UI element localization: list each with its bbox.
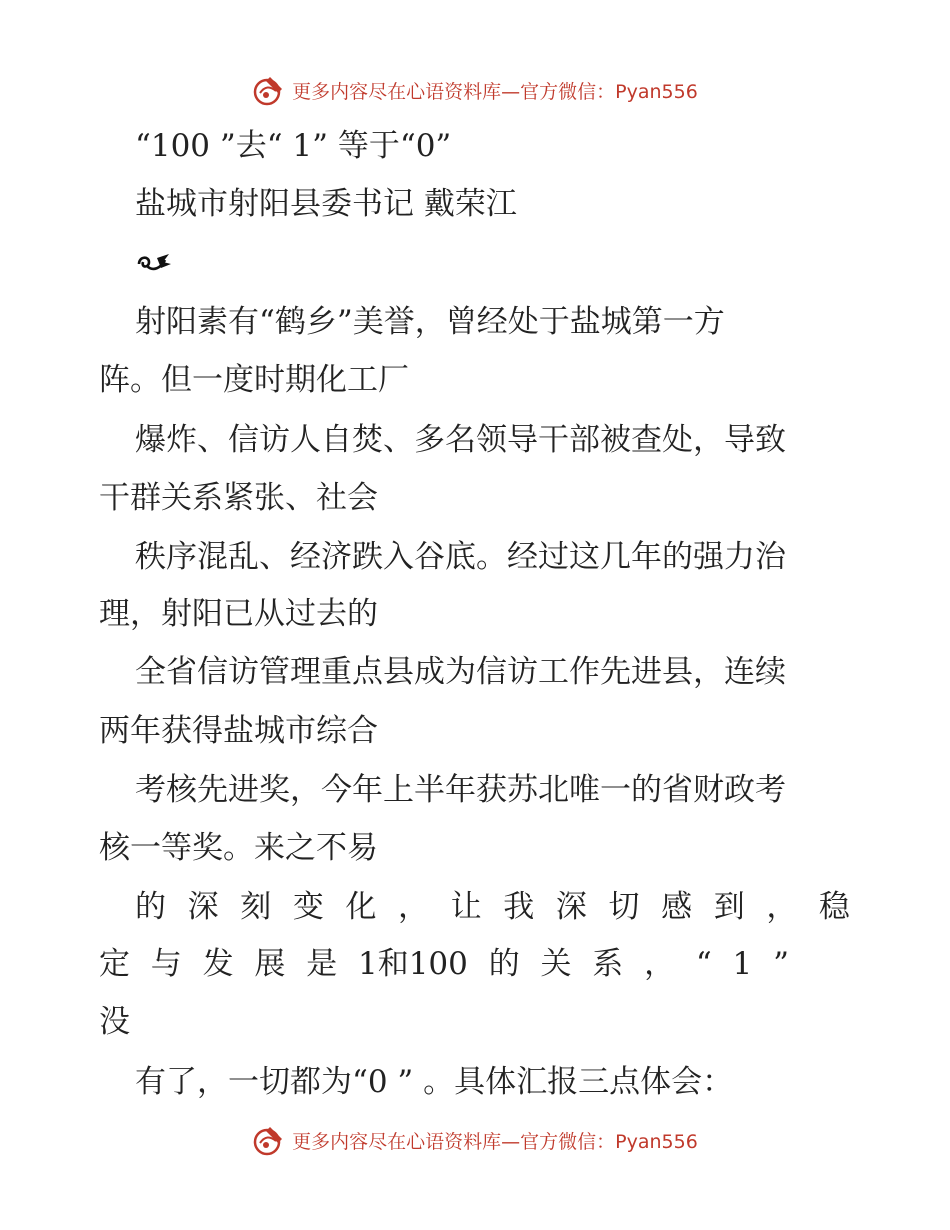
banner-text: 更多内容尽在心语资料库—官方微信：Pyan556	[292, 1130, 698, 1153]
paragraph-line-after: 没	[99, 1004, 130, 1040]
char: 的	[488, 946, 520, 982]
char: 定	[99, 946, 130, 982]
paragraph-line-6: 理，射阳已从过去的	[99, 596, 378, 632]
char: 与	[150, 946, 182, 982]
char: 稳	[818, 889, 850, 925]
banner-text: 更多内容尽在心语资料库—官方微信：Pyan556	[292, 80, 698, 103]
pen-seal-icon	[252, 1123, 286, 1157]
char: 化	[345, 889, 377, 925]
banner-contact: Pyan556	[615, 1130, 698, 1153]
paragraph-line-8: 两年获得盐城市综合	[99, 713, 378, 749]
char: ，	[766, 889, 798, 925]
pen-seal-icon	[252, 73, 286, 107]
banner-contact: Pyan556	[615, 80, 698, 103]
flourish-ornament-icon	[135, 248, 173, 276]
paragraph-line-7: 全省信访管理重点县成为信访工作先进县，连续	[135, 654, 786, 690]
paragraph-line-5: 秩序混乱、经济跌入谷底。经过这几年的强力治	[135, 539, 786, 575]
char: 展	[254, 946, 286, 982]
char: 发	[202, 946, 234, 982]
char: ，	[644, 946, 676, 982]
char: “	[695, 946, 712, 982]
paragraph-line-2: 阵。但一度时期化工厂	[99, 362, 409, 398]
document-title: “100 ”去“ 1” 等于“0”	[135, 128, 452, 164]
char: 系	[592, 946, 624, 982]
char: 深	[187, 889, 219, 925]
char: 切	[608, 889, 640, 925]
char: 刻	[240, 889, 272, 925]
paragraph-line-1: 射阳素有“鹤乡”美誉，曾经处于盐城第一方	[135, 304, 725, 340]
banner-content	[252, 73, 698, 107]
banner-content	[252, 1123, 698, 1157]
char: ”	[773, 946, 789, 982]
char: 让	[450, 889, 482, 925]
spaced-line-2	[99, 944, 789, 984]
char: ，	[398, 889, 430, 925]
char: 到	[713, 889, 745, 925]
char: 1	[732, 946, 753, 982]
paragraph-line-3: 爆炸、信访人自焚、多名领导干部被查处，导致	[135, 422, 786, 458]
paragraph-line-4: 干群关系紧张、社会	[99, 480, 378, 516]
paragraph-line-9: 考核先进奖，今年上半年获苏北唯一的省财政考	[135, 772, 786, 808]
document-author: 盐城市射阳县委书记 戴荣江	[135, 186, 517, 222]
header-banner	[0, 70, 950, 110]
char: 1和100	[357, 946, 468, 982]
paragraph-line-10: 核一等奖。来之不易	[99, 830, 378, 866]
char: 深	[555, 889, 587, 925]
char: 变	[292, 889, 324, 925]
char: 感	[661, 889, 693, 925]
char: 的	[135, 889, 166, 925]
char: 关	[540, 946, 572, 982]
char: 我	[503, 889, 535, 925]
footer-banner	[0, 1120, 950, 1160]
paragraph-last-line: 有了，一切都为“0 ” 。具体汇报三点体会：	[135, 1064, 734, 1100]
char: 是	[306, 946, 338, 982]
spaced-line-1	[135, 887, 850, 927]
